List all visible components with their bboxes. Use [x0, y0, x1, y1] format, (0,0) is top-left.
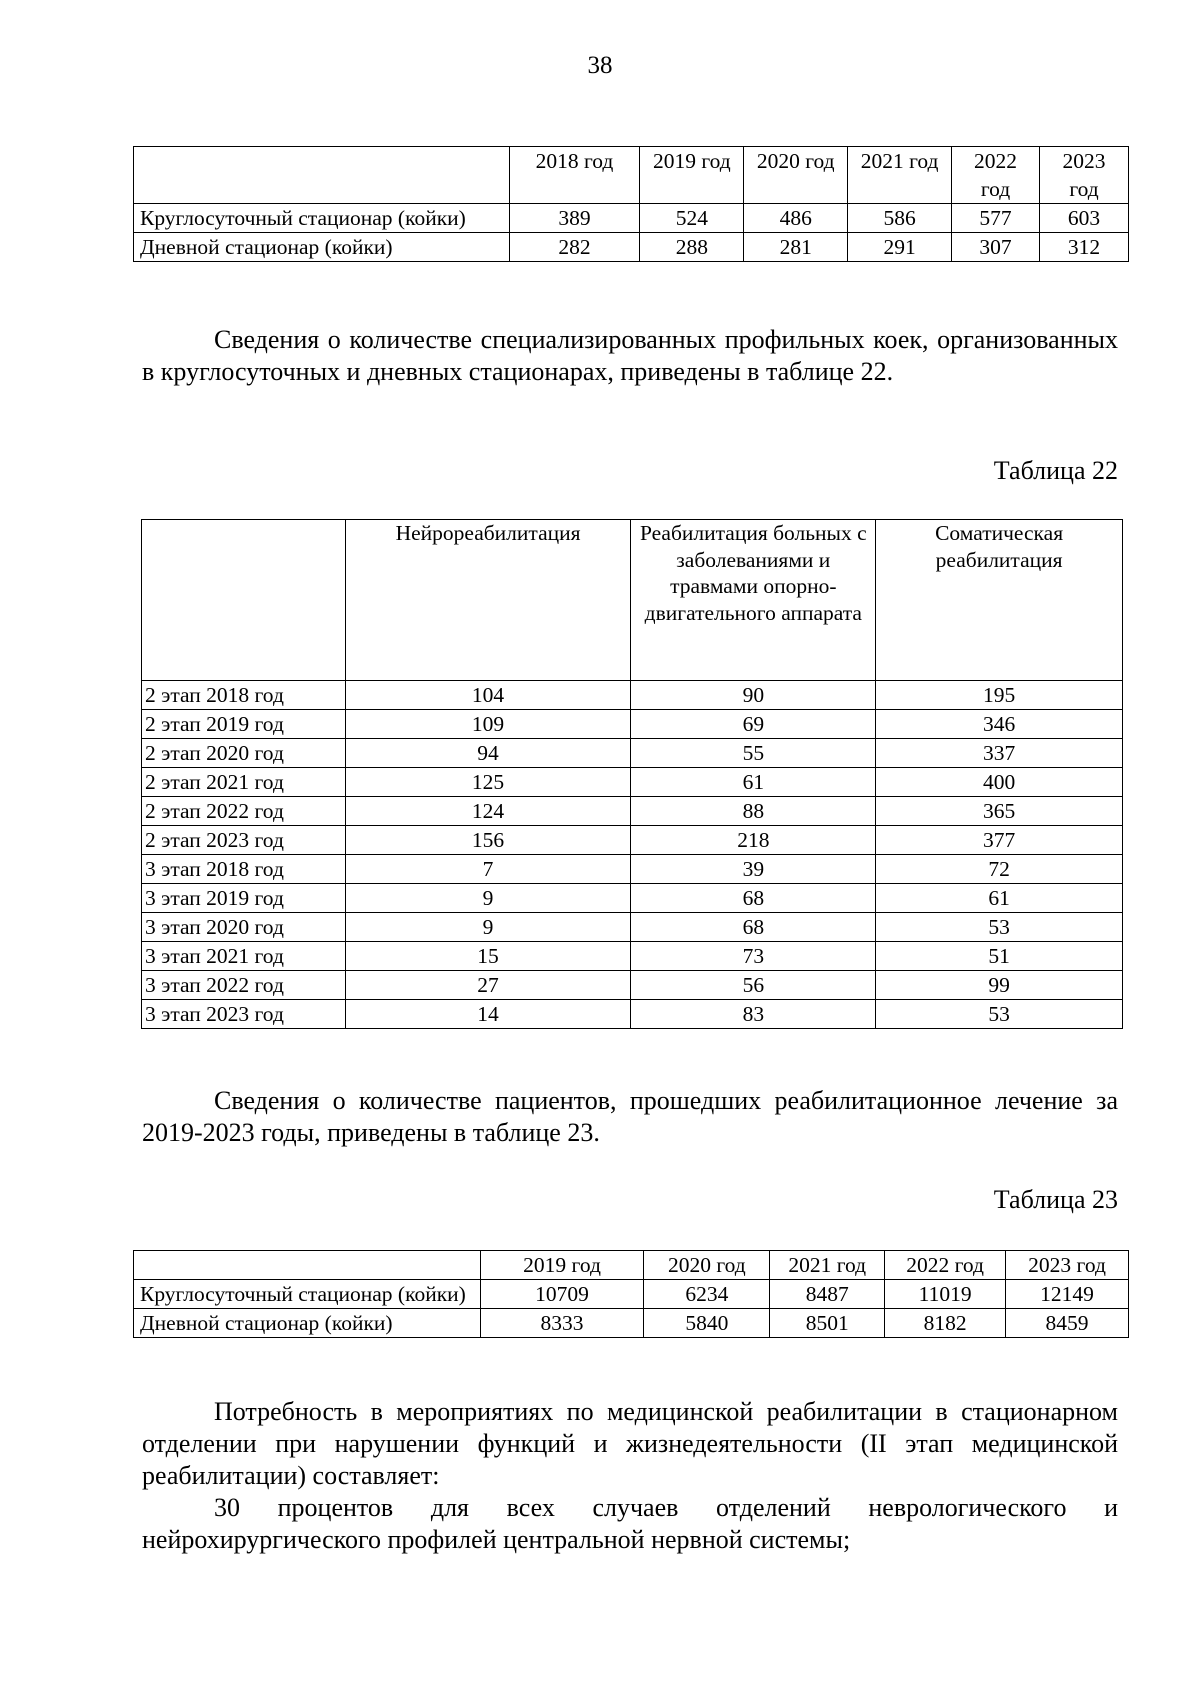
- table-row: [142, 942, 1123, 971]
- table-cell: 51: [876, 942, 1123, 971]
- table-cell: 88: [631, 797, 876, 826]
- row-label: Дневной стационар (койки): [134, 233, 510, 262]
- table-cell: 109: [345, 710, 631, 739]
- table-21-column-header: 2018 год: [509, 147, 640, 204]
- table-row: [142, 768, 1123, 797]
- table-row: [134, 1280, 1129, 1309]
- table-cell: 218: [631, 826, 876, 855]
- paragraph-3: [142, 1396, 1118, 1492]
- table-cell: 291: [848, 233, 952, 262]
- table-22-column-header: Нейрореабилитация: [345, 520, 631, 681]
- table-21-column-header: 2023 год: [1040, 147, 1129, 204]
- table-cell: 312: [1040, 233, 1129, 262]
- table-row: [142, 1000, 1123, 1029]
- table-23-caption: Таблица 23: [993, 1185, 1118, 1214]
- table-cell: 365: [876, 797, 1123, 826]
- table-cell: 281: [744, 233, 848, 262]
- table-row: [134, 1309, 1129, 1338]
- table-23-column-header: 2021 год: [770, 1251, 885, 1280]
- table-cell: 282: [509, 233, 640, 262]
- table-cell: 288: [640, 233, 744, 262]
- table-row: [142, 826, 1123, 855]
- table-21: [133, 146, 1129, 262]
- row-label: 3 этап 2020 год: [142, 913, 346, 942]
- row-label: 3 этап 2018 год: [142, 855, 346, 884]
- table-cell: 56: [631, 971, 876, 1000]
- table-23: [133, 1250, 1129, 1338]
- table-23-column-header: 2020 год: [644, 1251, 770, 1280]
- row-label: Круглосуточный стационар (койки): [134, 204, 510, 233]
- paragraph-2-text: Сведения о количестве пациентов, прошедших реабилитационное лечение за 2019-2023 годы, приведены в таблице 23.: [142, 1086, 1118, 1147]
- paragraph-1-text: Сведения о количестве специализированных профильных коек, организованных в круглосуточных и дневных стационарах, приведены в таблице 22.: [142, 325, 1118, 386]
- row-label: Дневной стационар (койки): [134, 1309, 481, 1338]
- table-22: [141, 519, 1123, 1029]
- paragraph-3-text: Потребность в мероприятиях по медицинской реабилитации в стационарном отделении при нарушении функций и жизнедеятельности (II этап медицинской реабилитации) составляет:: [142, 1397, 1118, 1490]
- table-cell: 5840: [644, 1309, 770, 1338]
- paragraph-4-text: 30 процентов для всех случаев отделений неврологического и нейрохирургического профилей центральной нервной системы;: [142, 1493, 1118, 1554]
- table-23-column-header: 2019 год: [480, 1251, 644, 1280]
- table-22-corner-cell: [142, 520, 346, 681]
- table-cell: 377: [876, 826, 1123, 855]
- paragraph-2: [142, 1085, 1118, 1149]
- page-number: 38: [587, 52, 613, 79]
- table-row: [142, 710, 1123, 739]
- paragraph-1: [142, 324, 1118, 388]
- table-21-column-header: 2020 год: [744, 147, 848, 204]
- table-cell: 69: [631, 710, 876, 739]
- table-23-header-row: [134, 1251, 1129, 1280]
- table-23-column-header: 2023 год: [1006, 1251, 1129, 1280]
- table-row: [142, 913, 1123, 942]
- table-cell: 12149: [1006, 1280, 1129, 1309]
- table-cell: 486: [744, 204, 848, 233]
- table-cell: 68: [631, 913, 876, 942]
- table-cell: 99: [876, 971, 1123, 1000]
- table-cell: 104: [345, 681, 631, 710]
- table-cell: 94: [345, 739, 631, 768]
- table-cell: 73: [631, 942, 876, 971]
- table-cell: 8459: [1006, 1309, 1129, 1338]
- table-cell: 603: [1040, 204, 1129, 233]
- table-row: [142, 884, 1123, 913]
- table-23-column-header: 2022 год: [885, 1251, 1006, 1280]
- row-label: 2 этап 2020 год: [142, 739, 346, 768]
- table-cell: 68: [631, 884, 876, 913]
- table-cell: 15: [345, 942, 631, 971]
- table-cell: 39: [631, 855, 876, 884]
- row-label: 2 этап 2021 год: [142, 768, 346, 797]
- row-label: 3 этап 2023 год: [142, 1000, 346, 1029]
- row-label: 3 этап 2022 год: [142, 971, 346, 1000]
- table-cell: 90: [631, 681, 876, 710]
- table-cell: 53: [876, 1000, 1123, 1029]
- table-cell: 524: [640, 204, 744, 233]
- table-cell: 61: [631, 768, 876, 797]
- table-row: [142, 797, 1123, 826]
- table-cell: 83: [631, 1000, 876, 1029]
- table-21-column-header: 2021 год: [848, 147, 952, 204]
- row-label: 3 этап 2019 год: [142, 884, 346, 913]
- table-cell: 8487: [770, 1280, 885, 1309]
- row-label: 2 этап 2022 год: [142, 797, 346, 826]
- table-22-header-row: [142, 520, 1123, 681]
- table-cell: 7: [345, 855, 631, 884]
- table-cell: 156: [345, 826, 631, 855]
- table-cell: 400: [876, 768, 1123, 797]
- table-cell: 8501: [770, 1309, 885, 1338]
- table-cell: 6234: [644, 1280, 770, 1309]
- table-row: [134, 204, 1129, 233]
- table-cell: 346: [876, 710, 1123, 739]
- table-cell: 72: [876, 855, 1123, 884]
- table-cell: 307: [952, 233, 1040, 262]
- table-cell: 10709: [480, 1280, 644, 1309]
- table-21-column-header: 2022 год: [952, 147, 1040, 204]
- table-cell: 8333: [480, 1309, 644, 1338]
- paragraph-4: [142, 1492, 1118, 1556]
- table-cell: 8182: [885, 1309, 1006, 1338]
- table-cell: 389: [509, 204, 640, 233]
- table-cell: 195: [876, 681, 1123, 710]
- table-22-column-header: Соматическая реабилитация: [876, 520, 1123, 681]
- table-cell: 9: [345, 913, 631, 942]
- row-label: 3 этап 2021 год: [142, 942, 346, 971]
- table-cell: 53: [876, 913, 1123, 942]
- table-cell: 337: [876, 739, 1123, 768]
- table-cell: 125: [345, 768, 631, 797]
- table-22-column-header: Реабилитация больных с заболеваниями и травмами опорно-двигательного аппарата: [631, 520, 876, 681]
- row-label: Круглосуточный стационар (койки): [134, 1280, 481, 1309]
- table-22-caption: Таблица 22: [993, 456, 1118, 485]
- table-23-corner-cell: [134, 1251, 481, 1280]
- table-row: [142, 855, 1123, 884]
- table-cell: 586: [848, 204, 952, 233]
- table-cell: 27: [345, 971, 631, 1000]
- table-cell: 11019: [885, 1280, 1006, 1309]
- table-cell: 61: [876, 884, 1123, 913]
- table-cell: 55: [631, 739, 876, 768]
- table-cell: 9: [345, 884, 631, 913]
- table-row: [142, 739, 1123, 768]
- row-label: 2 этап 2019 год: [142, 710, 346, 739]
- table-row: [142, 681, 1123, 710]
- table-cell: 14: [345, 1000, 631, 1029]
- table-21-corner-cell: [134, 147, 510, 204]
- row-label: 2 этап 2018 год: [142, 681, 346, 710]
- table-21-column-header: 2019 год: [640, 147, 744, 204]
- row-label: 2 этап 2023 год: [142, 826, 346, 855]
- table-cell: 577: [952, 204, 1040, 233]
- table-row: [134, 233, 1129, 262]
- table-row: [142, 971, 1123, 1000]
- table-cell: 124: [345, 797, 631, 826]
- table-21-header-row: [134, 147, 1129, 204]
